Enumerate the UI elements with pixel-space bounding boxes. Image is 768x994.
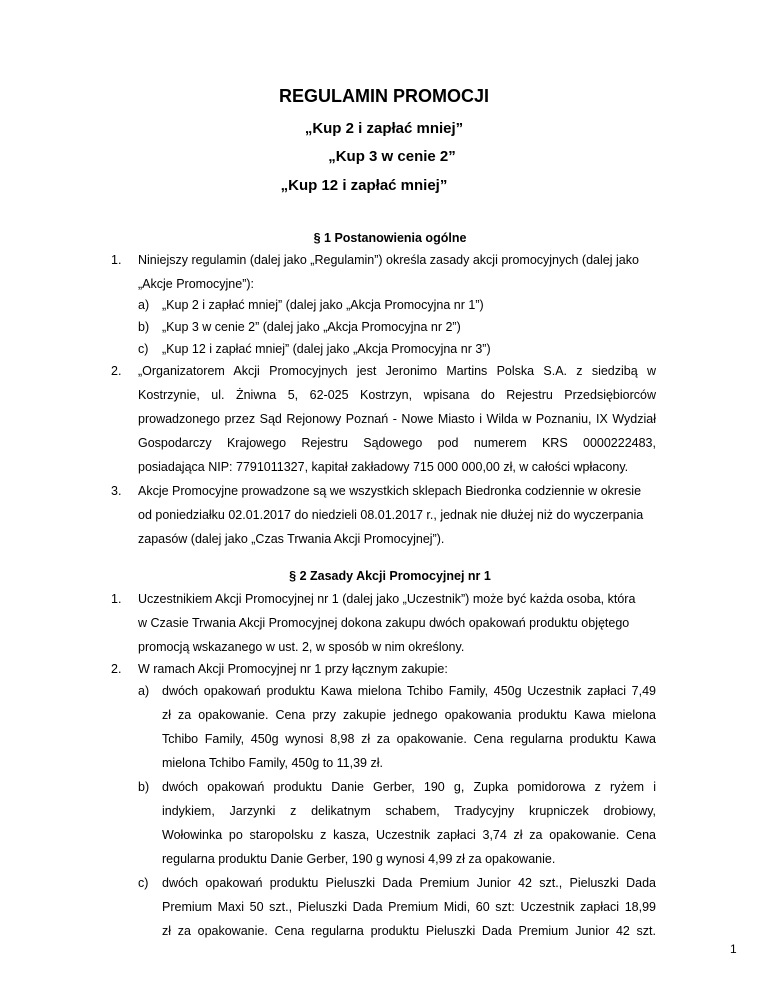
list-number: 3. bbox=[111, 484, 122, 498]
section-2-heading: § 2 Zasady Akcji Promocyjnej nr 1 bbox=[289, 569, 491, 583]
list-number: 1. bbox=[111, 592, 122, 606]
paragraph-line: „Organizatorem Akcji Promocyjnych jest Jeronimo Martins Polska S.A. z siedzibą w bbox=[138, 364, 656, 378]
list-item: „Kup 12 i zapłać mniej” (dalej jako „Akcja Promocyjna nr 3”) bbox=[162, 342, 491, 356]
paragraph-line: posiadająca NIP: 7791011327, kapitał zakładowy 715 000 000,00 zł, w całości wpłacony. bbox=[138, 460, 629, 474]
paragraph-line: zapasów (dalej jako „Czas Trwania Akcji Promocyjnej”). bbox=[138, 532, 445, 546]
list-item: „Kup 2 i zapłać mniej” (dalej jako „Akcja Promocyjna nr 1”) bbox=[162, 298, 484, 312]
paragraph-line: promocją wskazanego w ust. 2, w sposób w nim określony. bbox=[138, 640, 465, 654]
subtitle-2: „Kup 3 w cenie 2” bbox=[328, 148, 456, 165]
paragraph-line: od poniedziałku 02.01.2017 do niedzieli 08.01.2017 r., jednak nie dłużej niż do wyczerpania bbox=[138, 508, 644, 522]
paragraph-line: Akcje Promocyjne prowadzone są we wszystkich sklepach Biedronka codziennie w okresie bbox=[138, 484, 642, 498]
paragraph-line: Gospodarczy Krajowego Rejestru Sądowego pod numerem KRS 0000222483, bbox=[138, 436, 656, 450]
paragraph-line: Uczestnikiem Akcji Promocyjnej nr 1 (dalej jako „Uczestnik”) może być każda osoba, która bbox=[138, 592, 636, 606]
list-label: b) bbox=[138, 320, 150, 334]
paragraph-line: w Czasie Trwania Akcji Promocyjnej dokona zakupu dwóch opakowań produktu objętego bbox=[138, 616, 630, 630]
page-number: 1 bbox=[730, 942, 737, 956]
document-title: REGULAMIN PROMOCJI bbox=[278, 86, 489, 106]
paragraph-line: Premium Maxi 50 szt., Pieluszki Dada Premium Midi, 60 szt: Uczestnik zapłaci 18,99 bbox=[162, 900, 656, 914]
list-number: 1. bbox=[111, 253, 122, 267]
list-number: 2. bbox=[111, 364, 122, 378]
paragraph-line: dwóch opakowań produktu Danie Gerber, 190 g, Zupka pomidorowa z ryżem i bbox=[162, 780, 656, 794]
paragraph-line: „Akcje Promocyjne”): bbox=[138, 277, 254, 291]
paragraph-line: regularna produktu Danie Gerber, 190 g wynosi 4,99 zł za opakowanie. bbox=[162, 852, 556, 866]
paragraph-line: Niniejszy regulamin (dalej jako „Regulamin”) określa zasady akcji promocyjnych (dalej jako bbox=[138, 253, 639, 267]
subtitle-3: „Kup 12 i zapłać mniej” bbox=[280, 177, 448, 194]
paragraph-line: W ramach Akcji Promocyjnej nr 1 przy łącznym zakupie: bbox=[138, 662, 448, 676]
list-label: c) bbox=[138, 342, 149, 356]
paragraph-line: indykiem, Jarzynki z delikatnym schabem, Tradycyjny krupniczek drobiowy, bbox=[162, 804, 656, 818]
list-label: a) bbox=[138, 684, 150, 698]
list-item: „Kup 3 w cenie 2” (dalej jako „Akcja Promocyjna nr 2”) bbox=[162, 320, 461, 334]
paragraph-line: mielona Tchibo Family, 450g to 11,39 zł. bbox=[162, 756, 383, 770]
paragraph-line: Kostrzynie, ul. Żniwna 5, 62-025 Kostrzyn, wpisana do Rejestru Przedsiębiorców bbox=[138, 388, 656, 402]
paragraph-line: dwóch opakowań produktu Pieluszki Dada Premium Junior 42 szt., Pieluszki Dada bbox=[162, 876, 656, 890]
paragraph-line: dwóch opakowań produktu Kawa mielona Tchibo Family, 450g Uczestnik zapłaci 7,49 bbox=[162, 684, 656, 698]
paragraph-line: Wołowinka po staropolsku z kasza, Uczestnik zapłaci 3,74 zł za opakowanie. Cena bbox=[162, 828, 656, 842]
list-label: b) bbox=[138, 780, 150, 794]
section-1-heading: § 1 Postanowienia ogólne bbox=[313, 231, 467, 245]
list-number: 2. bbox=[111, 662, 122, 676]
paragraph-line: zł za opakowanie. Cena regularna produktu Pieluszki Dada Premium Junior 42 szt. bbox=[162, 924, 656, 938]
paragraph-line: Tchibo Family, 450g wynosi 8,98 zł za opakowanie. Cena regularna produktu Kawa bbox=[162, 732, 656, 746]
paragraph-line: zł za opakowanie. Cena przy zakupie jednego opakowania produktu Kawa mielona bbox=[162, 708, 656, 722]
list-label: c) bbox=[138, 876, 149, 890]
subtitle-1: „Kup 2 i zapłać mniej” bbox=[304, 120, 464, 137]
list-label: a) bbox=[138, 298, 150, 312]
paragraph-line: prowadzonego przez Sąd Rejonowy Poznań - Nowe Miasto i Wilda w Poznaniu, IX Wydział bbox=[138, 412, 656, 426]
